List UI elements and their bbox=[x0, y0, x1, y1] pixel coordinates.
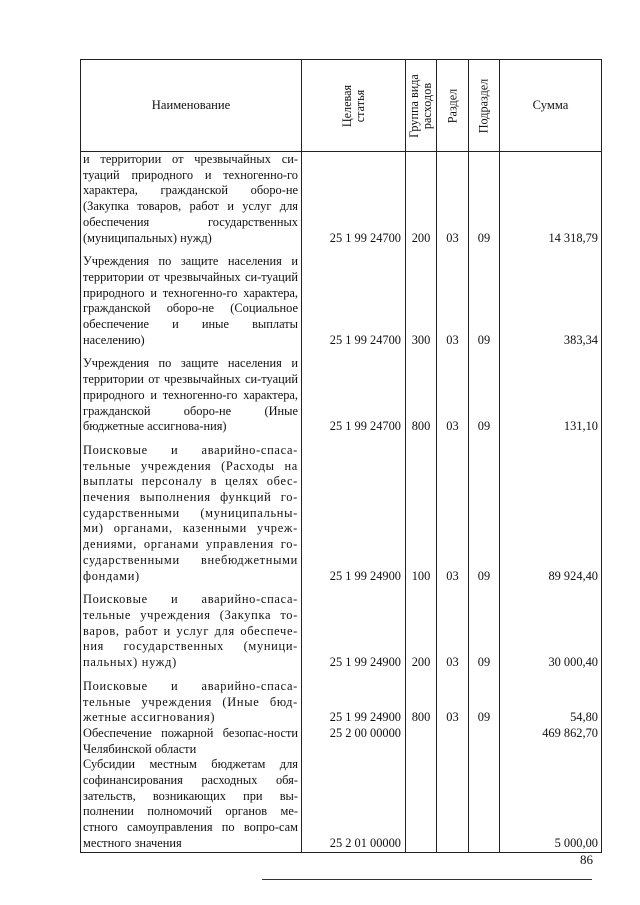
row-target: 25 1 99 24900 bbox=[302, 592, 406, 679]
row-name: Обеспечение пожарной безопас-ности Челябинской области bbox=[81, 726, 302, 757]
row-subsection bbox=[469, 726, 500, 757]
row-section bbox=[437, 726, 469, 757]
header-expense-group-text: Группа вида расходов bbox=[407, 73, 434, 138]
row-target: 25 1 99 24700 bbox=[302, 254, 406, 356]
header-name: Наименование bbox=[81, 60, 302, 152]
header-expense-group bbox=[406, 60, 437, 152]
table-row bbox=[81, 152, 602, 255]
row-target: 25 1 99 24900 bbox=[302, 679, 406, 726]
row-section: 03 bbox=[437, 152, 469, 255]
row-group: 100 bbox=[406, 443, 437, 592]
page-number: 86 bbox=[580, 852, 593, 867]
table-row bbox=[81, 356, 602, 443]
row-sum: 5 000,00 bbox=[500, 757, 602, 852]
table-row bbox=[81, 679, 602, 726]
row-section bbox=[437, 757, 469, 852]
table-body bbox=[81, 152, 602, 853]
header-subsection-text: Подраздел bbox=[476, 78, 491, 133]
header-target bbox=[302, 60, 406, 152]
row-sum: 54,80 bbox=[500, 679, 602, 726]
row-group bbox=[406, 726, 437, 757]
row-sum: 30 000,40 bbox=[500, 592, 602, 679]
row-group: 800 bbox=[406, 356, 437, 443]
table-row bbox=[81, 726, 602, 757]
table-row bbox=[81, 592, 602, 679]
footer-divider bbox=[262, 879, 592, 880]
row-sum: 469 862,70 bbox=[500, 726, 602, 757]
row-name: Поисковые и аварийно-спаса-тельные учреждения (Иные бюд-жетные ассигнования) bbox=[81, 679, 302, 726]
row-name: Субсидии местным бюджетам для софинансирования расходных обя-зательств, возникающих при вы-полнении полномочий органов ме-стного самоуправления по вопро-сам местного значения bbox=[81, 757, 302, 852]
row-name: и территории от чрезвычайных си-туаций природного и техногенно-го характера, гражданской оборо-не (Закупка товаров, работ и услуг для обеспечения государственных (муниципальных) нужд) bbox=[81, 152, 302, 255]
row-name: Поисковые и аварийно-спаса-тельные учреждения (Расходы на выплаты персоналу в целях обес-печения выполнения функций го-сударственными (муниципальны-ми) органами, казенными учреж-дениями, органами управления го-сударственными внебюджетными фондами) bbox=[81, 443, 302, 592]
row-sum: 14 318,79 bbox=[500, 152, 602, 255]
header-subsection bbox=[469, 60, 500, 152]
row-subsection: 09 bbox=[469, 254, 500, 356]
row-target: 25 1 99 24700 bbox=[302, 356, 406, 443]
row-section: 03 bbox=[437, 679, 469, 726]
row-group: 800 bbox=[406, 679, 437, 726]
row-section: 03 bbox=[437, 592, 469, 679]
table-row bbox=[81, 443, 602, 592]
row-section: 03 bbox=[437, 443, 469, 592]
row-name: Поисковые и аварийно-спаса-тельные учреждения (Закупка то-варов, работ и услуг для обеспече-ния государственных (муници-пальных) нужд) bbox=[81, 592, 302, 679]
row-name: Учреждения по защите населения и территории от чрезвычайных си-туаций природного и техногенно-го характера, гражданской оборо-не (Социальное обеспечение и иные выплаты населению) bbox=[81, 254, 302, 356]
row-section: 03 bbox=[437, 254, 469, 356]
table-row bbox=[81, 757, 602, 852]
header-sum: Сумма bbox=[500, 60, 602, 152]
row-subsection bbox=[469, 757, 500, 852]
row-target: 25 1 99 24700 bbox=[302, 152, 406, 255]
header-section bbox=[437, 60, 469, 152]
row-sum: 89 924,40 bbox=[500, 443, 602, 592]
row-sum: 383,34 bbox=[500, 254, 602, 356]
table-row bbox=[81, 254, 602, 356]
row-sum: 131,10 bbox=[500, 356, 602, 443]
row-subsection: 09 bbox=[469, 592, 500, 679]
header-section-text: Раздел bbox=[445, 88, 459, 123]
row-target: 25 2 00 00000 bbox=[302, 726, 406, 757]
row-target: 25 1 99 24900 bbox=[302, 443, 406, 592]
row-group: 200 bbox=[406, 592, 437, 679]
row-section: 03 bbox=[437, 356, 469, 443]
row-group: 300 bbox=[406, 254, 437, 356]
budget-table bbox=[80, 59, 602, 853]
header-target-text: Целевая статья bbox=[339, 84, 367, 127]
row-group bbox=[406, 757, 437, 852]
row-name: Учреждения по защите населения и территории от чрезвычайных си-туаций природного и техногенно-го характера, гражданской оборо-не (Иные бюджетные ассигнова-ния) bbox=[81, 356, 302, 443]
table-header bbox=[81, 60, 602, 152]
row-subsection: 09 bbox=[469, 679, 500, 726]
row-target: 25 2 01 00000 bbox=[302, 757, 406, 852]
row-subsection: 09 bbox=[469, 152, 500, 255]
row-group: 200 bbox=[406, 152, 437, 255]
row-subsection: 09 bbox=[469, 443, 500, 592]
row-subsection: 09 bbox=[469, 356, 500, 443]
